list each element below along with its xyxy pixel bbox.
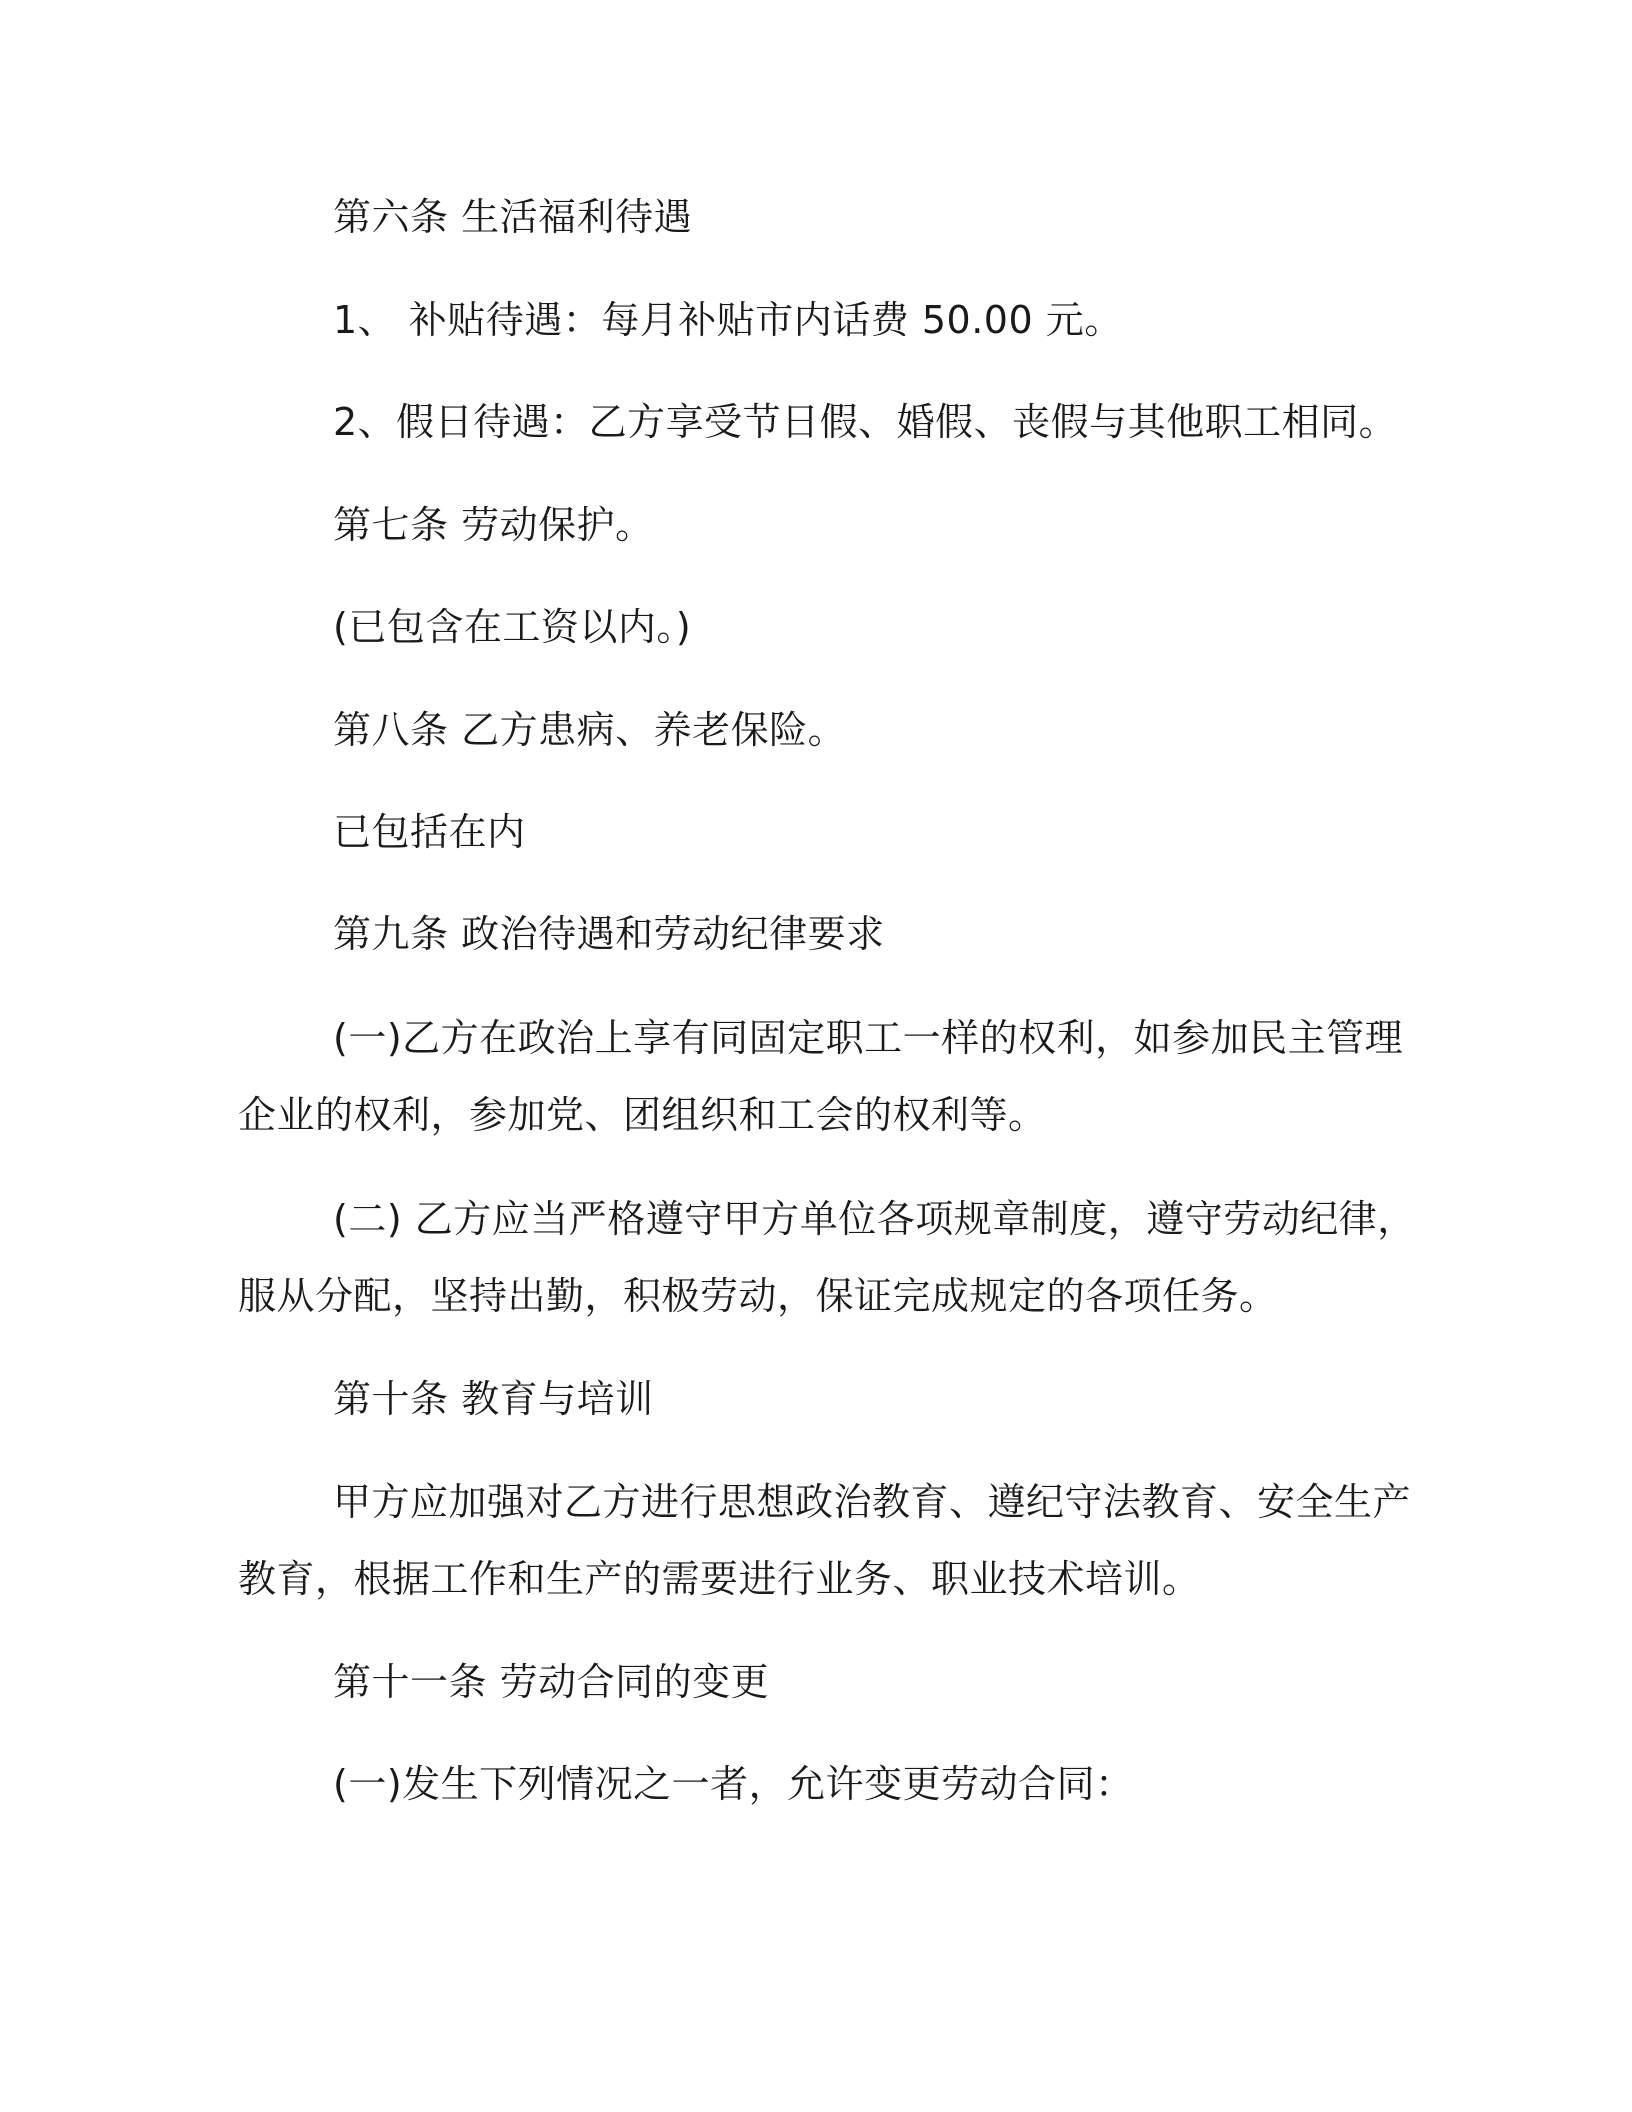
article-8-note: 已包括在内 <box>333 810 526 854</box>
article-10-heading: 第十条 教育与培训 <box>333 1377 654 1421</box>
article-6-heading: 第六条 生活福利待遇 <box>333 195 693 239</box>
article-9-para-1-line-1: (一)乙方在政治上享有同固定职工一样的权利，如参加民主管理 <box>333 1016 1404 1060</box>
article-10-para-line-1: 甲方应加强对乙方进行思想政治教育、遵纪守法教育、安全生产 <box>333 1480 1412 1524</box>
article-6-item-2: 2、假日待遇：乙方享受节日假、婚假、丧假与其他职工相同。 <box>333 400 1398 444</box>
article-9-para-2-line-1: (二) 乙方应当严格遵守甲方单位各项规章制度，遵守劳动纪律， <box>333 1197 1416 1241</box>
article-11-item-1: (一)发生下列情况之一者，允许变更劳动合同： <box>333 1762 1134 1806</box>
article-6-item-1: 1、 补贴待遇：每月补贴市内话费 50.00 元。 <box>333 298 1123 342</box>
article-11-heading: 第十一条 劳动合同的变更 <box>333 1660 770 1704</box>
article-7-heading: 第七条 劳动保护。 <box>333 503 654 547</box>
article-9-para-1-line-2: 企业的权利，参加党、团组织和工会的权利等。 <box>238 1093 1047 1137</box>
article-10-para-line-2: 教育，根据工作和生产的需要进行业务、职业技术培训。 <box>238 1557 1201 1601</box>
article-7-note: (已包含在工资以内。) <box>333 605 692 649</box>
article-9-heading: 第九条 政治待遇和劳动纪律要求 <box>333 912 885 956</box>
article-8-heading: 第八条 乙方患病、养老保险。 <box>333 708 847 752</box>
article-9-para-2-line-2: 服从分配，坚持出勤，积极劳动，保证完成规定的各项任务。 <box>238 1274 1278 1318</box>
